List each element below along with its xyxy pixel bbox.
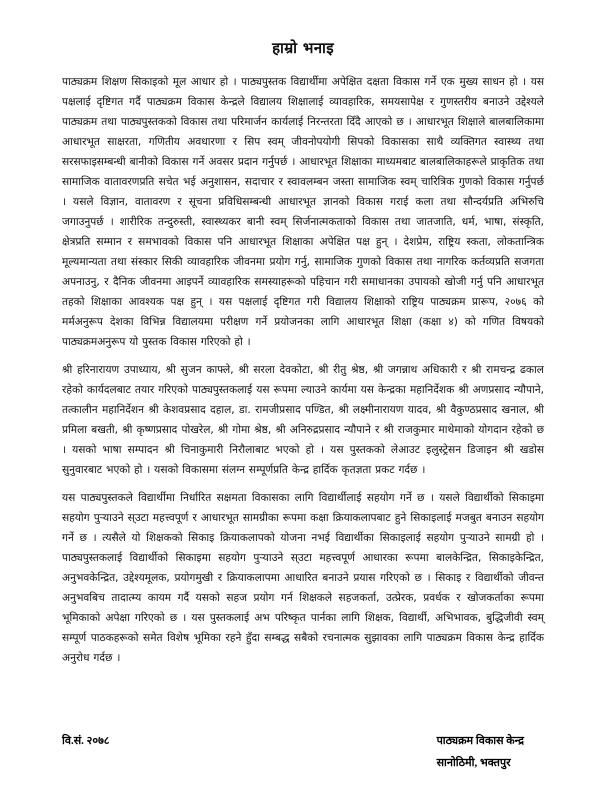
- footer-signature: [437, 730, 524, 774]
- paragraph-usage: यस पाठ्यपुस्तकले विद्यार्थीमा निर्धारित सक्षमता विकासका लागि विद्यार्थीलाई सहयोग गर्ने छ । यसले विद्यार्थीको सिकाइमा सहयोग पुऱ्याउने स्उटा महत्त्वपूर्ण र आधारभूत सामग्रीका रूपमा कक्षा क्रियाकलापबाट हुने सिकाइलाई मजबुत बनाउन सहयोग गर्ने छ । त्यसैले यो शिक्षकको सिकाइ क्रियाकलापको योजना नभई विद्यार्थीका सिकाइलाई सहयोग पुऱ्याउने सामग्री हो । पाठ्यपुस्तकलाई विद्यार्थीको सिकाइमा सहयोग पुऱ्याउने स्उटा महत्त्वपूर्ण आधारका रूपमा बालकेन्द्रित, सिकाइकेन्द्रित, अनुभवकेन्द्रित, उद्देश्यमूलक, प्रयोगमुखी र क्रियाकलापमा आधारित बनाउने प्रयास गरिएको छ । सिकाइ र विद्यार्थीको जीवन्त अनुभवबिच तादात्म्य कायम गर्दै यसको सहज प्रयोग गर्न शिक्षकले सहजकर्ता, उत्प्रेरक, प्रवर्धक र खोजकर्ताका रूपमा भूमिकाको अपेक्षा गरिएको छ । यस पुस्तकलाई अभ परिष्कृत पार्नका लागि शिक्षक, विद्यार्थी, अभिभावक, बुद्धिजीवी स्वम् सम्पूर्ण पाठकहरूको समेत विशेष भूमिका रहने हुँदा सम्बद्ध सबैको रचनात्मक सुझावका लागि पाठ्यक्रम विकास केन्द्र हार्दिक अनुरोध गर्दछ ।: [62, 492, 544, 664]
- paragraph-acknowledgement: श्री हरिनारायण उपाध्याय, श्री सुजन काफ्ले, श्री सरला देवकोटा, श्री रीतु श्रेष्ठ, श्री जगन्नाथ अधिकारी र श्री रामचन्द्र ढकाल रहेको कार्यदलबाट तयार गरिएको पाठ्यपुस्तकलाई यस रूपमा ल्याउने कार्यमा यस केन्द्रका महानिर्देशक श्री अणप्रसाद न्यौपाने, तत्कालीन महानिर्देशन श्री केशवप्रसाद दहाल, डा. रामजीप्रसाद पण्डित, श्री लक्ष्मीनारायण यादव, श्री वैकुण्ठप्रसाद खनाल, श्री प्रमिला बखती, श्री कृष्णप्रसाद पोखरेल, श्री गोमा श्रेष्ठ, श्री अनिरुद्रप्रसाद न्यौपाने र श्री राजकुमार माथेमाको योगदान रहेको छ । यसको भाषा सम्पादन श्री चिनाकुमारी निरौलाबाट भएको हो । यस पुस्तकको लेआउट इलुस्ट्रेसन डिजाइन श्री खडोस सुनुवारबाट भएको हो । यसको विकासमा संलग्न सम्पूर्णप्रति केन्द्र हार्दिक कृतज्ञता प्रकट गर्दछ ।: [62, 364, 544, 476]
- footer-org-location: सानोठिमी, भक्तपुर: [436, 757, 511, 769]
- page-title: हाम्रो भनाइ: [272, 39, 334, 57]
- paragraph-intro: पाठ्यक्रम शिक्षण सिकाइको मूल आधार हो । पाठ्यपुस्तक विद्यार्थीमा अपेक्षित दक्षता विकास गर्ने एक मुख्य साधन हो । यस पक्षलाई दृष्टिगत गर्दै पाठ्यक्रम विकास केन्द्रले विद्यालय शिक्षालाई व्यावहारिक, समयसापेक्ष र गुणस्तरीय बनाउने उद्देश्यले पाठ्यक्रम तथा पाठ्यपुस्तकको विकास तथा परिमार्जन कार्यलाई निरन्तरता दिँदै आएको छ । आधारभूत शिक्षाले बालबालिकामा आधारभूत साक्षरता, गणितीय अवधारणा र सिप स्वम् जीवनोपयोगी सिपको विकासका साथै व्यक्तिगत स्वास्थ्य तथा सरसफाइसम्बन्धी बानीको विकास गर्ने अवसर प्रदान गर्नुपर्छ । आधारभूत शिक्षाका माध्यमबाट बालबालिकाहरूले प्राकृतिक तथा सामाजिक वातावरणप्रति सचेत भई अनुशासन, सदाचार र स्वावलम्बन जस्ता सामाजिक स्वम् चारित्रिक गुणको विकास गर्नुपर्छ । यसले विज्ञान, वातावरण र सूचना प्रविधिसम्बन्धी आधारभूत ज्ञानको विकास गराई कला तथा सौन्दर्यप्रति अभिरुचि जगाउनुपर्छ । शारीरिक तन्दुरुस्ती, स्वास्थ्यकर बानी स्वम् सिर्जनात्मकताको विकास तथा जातजाति, धर्म, भाषा, संस्कृति, क्षेत्रप्रति सम्मान र समभावको विकास पनि आधारभूत शिक्षाका अपेक्षित पक्ष हुन् । देशप्रेम, राष्ट्रिय स्कता, लोकतान्त्रिक मूल्यमान्यता तथा संस्कार सिकी व्यावहारिक जीवनमा प्रयोग गर्नु, सामाजिक गुणको विकास तथा नागरिक कर्तव्यप्रति सजगता अपनाउनु, र दैनिक जीवनमा आइपर्ने व्यावहारिक समस्याहरूको पहिचान गरी समाधानका उपायको खोजी गर्नु पनि आधारभूत तहको शिक्षाका आवश्यक पक्ष हुन् । यस पक्षलाई दृष्टिगत गरी विद्यालय शिक्षाको राष्ट्रिय पाठ्यक्रम प्रारूप, २०७६ को मर्मअनुरूप देशका विभिन्न विद्यालयमा परीक्षण गर्ने प्रयोजनका लागि आधारभूत शिक्षा (कक्षा ४) को गणित विषयको पाठ्यक्रमअनुरूप यो पुस्तक विकास गरिएको हो ।: [62, 76, 544, 348]
- footer-org-name: पाठ्यक्रम विकास केन्द्र: [436, 735, 524, 747]
- footer-date: वि.सं. २०७८: [62, 735, 110, 747]
